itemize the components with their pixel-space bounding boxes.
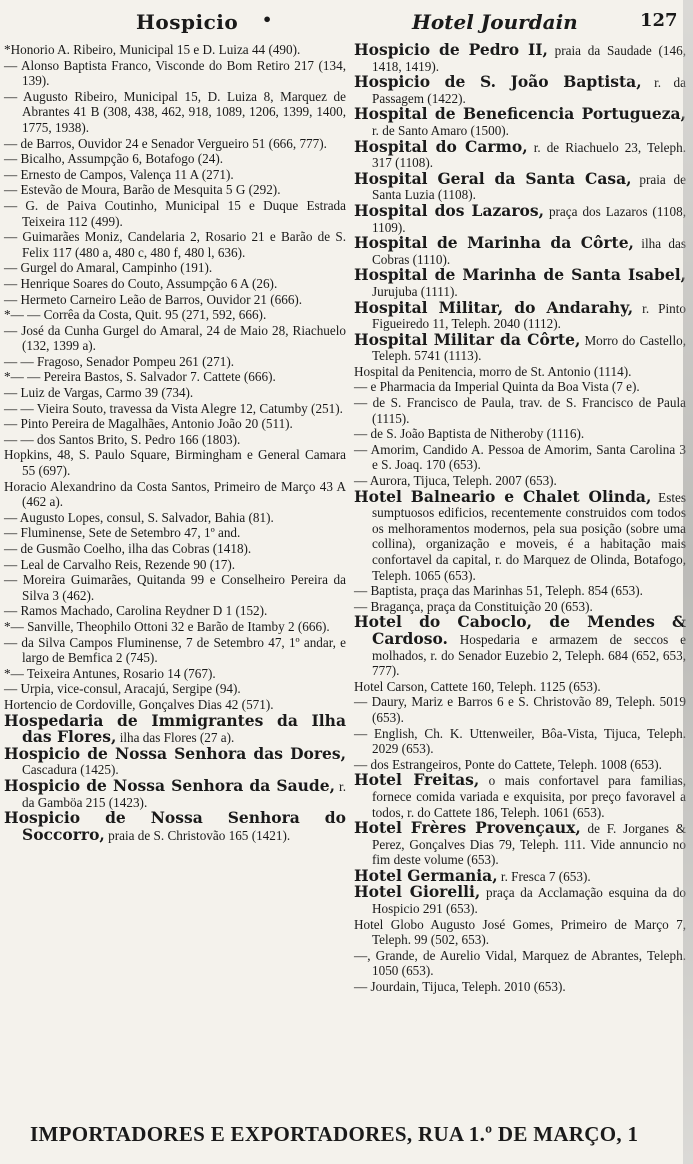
entry-name: Hospital Geral da Santa Casa, <box>354 168 632 188</box>
entry-detail: Hotel Carson, Cattete 160, Teleph. 1125 (653). <box>354 678 601 694</box>
directory-entry: Hortencio de Cordoville, Gonçalves Dias 42 (571). <box>4 696 274 712</box>
directory-entry <box>352 106 686 138</box>
entry-detail: — English, Ch. K. Uttenweiler, Bôa-Vista, Tijuca, Teleph. 2029 (653). <box>354 725 686 757</box>
entry-detail: ilha das Flores (27 a). <box>116 730 235 746</box>
directory-entry: — de Gusmão Coelho, ilha das Cobras (1418). <box>4 541 252 556</box>
directory-entry-bold <box>2 810 346 843</box>
directory-entry <box>352 726 686 757</box>
directory-entry: — Gurgel do Amaral, Campinho (191). <box>4 260 213 276</box>
entry-name: Hospicio de Nossa Senhora do Soccorro, <box>4 808 346 844</box>
entry-detail: praia da Saudade (146, 1418, 1419). <box>372 43 686 74</box>
entry-detail: — Aurora, Tijuca, Teleph. 2007 (653). <box>354 473 557 489</box>
header-mid: • <box>262 10 273 29</box>
entry-detail: praça da Acclamação esquina da do Hospicio 291 (653). <box>372 885 687 917</box>
directory-entry: Horacio Alexandrino da Costa Santos, Primeiro de Março 43 A (462 a). <box>4 478 346 510</box>
entry-detail: r. Fresca 7 (653). <box>497 868 591 884</box>
entry-detail: — Bragança, praça da Constituição 20 (653). <box>354 598 593 614</box>
entry-name: Hospedaria de Immigrantes da Ilha das Flores, <box>4 710 346 747</box>
entry-detail: Estes sumptuosos edificios, recentemente construidos com todos os melhoramentos modernos, pela sua posição (sobre uma collina), organização e moveis, é a habitação mais confortavel da capital, r. do Marquez de Olinda, Botafogo, Teleph. 1065 (653). <box>372 489 686 583</box>
directory-entry: *— Teixeira Antunes, Rosario 14 (767). <box>4 665 216 681</box>
entry-detail: Cascadura (1425). <box>22 762 119 778</box>
directory-entry <box>352 979 686 995</box>
directory-entry <box>352 42 686 74</box>
directory-entry <box>352 583 686 599</box>
directory-entry-bold <box>2 743 346 778</box>
directory-entry <box>352 694 686 725</box>
entry-detail: praça dos Lazaros (1108, 1109). <box>372 203 687 235</box>
directory-entry: *— Sanville, Theophilo Ottoni 32 e Barão de Itamby 2 (666). <box>4 618 330 634</box>
entry-detail: o mais confortavel para familias, fornece comida variada e exquisita, por preço favoravel a todos, r. do Cattete 186, Teleph. 1061 (653). <box>372 773 687 820</box>
directory-entry <box>352 235 686 267</box>
entry-name: Hotel Giorelli, <box>354 882 481 902</box>
entry-name: Hotel Germania, <box>354 865 498 885</box>
entry-detail: — Baptista, praça das Marinhas 51, Teleph. 854 (653). <box>354 583 643 599</box>
entry-detail: Jurujuba (1111). <box>372 283 458 299</box>
header-left: Hospicio <box>136 10 239 34</box>
directory-entry: — de Barros, Ouvidor 24 e Senador Vergueiro 51 (666, 777). <box>4 135 327 151</box>
entry-name: Hospicio de S. João Baptista, <box>354 72 642 92</box>
left-column <box>2 42 346 843</box>
entry-detail: Hospital da Penitencia, morro de St. Antonio (1114). <box>354 363 632 379</box>
directory-entry <box>352 820 686 868</box>
entry-name: Hospicio de Pedro II, <box>354 40 548 59</box>
directory-entry: *— — Corrêa da Costa, Quit. 95 (271, 592, 666). <box>4 307 267 323</box>
entry-detail: Hospedaria e armazem de seccos e molhados, r. do Senador Euzebio 2, Teleph. 684 (652, 653, 777). <box>372 631 686 679</box>
directory-entry: — — dos Santos Brito, S. Pedro 166 (1803). <box>4 431 241 447</box>
entry-name: Hotel Frères Provençaux, <box>354 818 581 838</box>
directory-entry: Hopkins, 48, S. Paulo Square, Birmingham e General Camara 55 (697). <box>4 447 346 479</box>
entry-detail: de F. Jorganes & Perez, Gonçalves Dias 79, Teleph. 111. Vide annuncio no fim deste volume (653). <box>372 821 686 868</box>
footer-advert: IMPORTADORES E EXPORTADORES, RUA 1.º DE MARÇO, 1 <box>30 1122 639 1146</box>
directory-entry: — Ernesto de Campos, Valença 11 A (271). <box>4 166 234 182</box>
page-number: 127 <box>640 10 678 31</box>
directory-entry: — G. de Paiva Coutinho, Municipal 15 e Duque Estrada Teixeira 112 (499). <box>4 197 346 229</box>
entry-name: Hotel Freitas, <box>354 770 480 790</box>
entry-detail: Hotel Globo Augusto José Gomes, Primeiro de Março 7, Teleph. 99 (502, 653). <box>354 916 686 948</box>
page-header <box>0 0 693 38</box>
entry-name: Hospicio de Nossa Senhora da Saude, <box>4 775 336 795</box>
directory-entry: — Ramos Machado, Carolina Reydner D 1 (152). <box>4 603 268 619</box>
directory-entry: — Bicalho, Assumpção 6, Botafogo (24). <box>4 151 224 167</box>
directory-entry <box>352 364 686 380</box>
directory-entry <box>352 884 686 916</box>
directory-entry <box>352 329 686 364</box>
directory-entry: — Augusto Lopes, consul, S. Salvador, Bahia (81). <box>4 509 274 525</box>
entry-name: Hospital do Carmo, <box>354 136 528 156</box>
directory-entry: — Fluminense, Sete de Setembro 47, 1º and. <box>4 525 241 541</box>
entry-detail: r. de Riachuelo 23, Teleph. 317 (1108). <box>372 139 686 171</box>
directory-entry <box>352 395 686 426</box>
entry-detail: Morro do Castello, Teleph. 5741 (1113). <box>372 332 686 364</box>
directory-entry: — Henrique Soares do Couto, Assumpção 6 A (26). <box>4 275 278 291</box>
directory-entry <box>352 442 686 473</box>
entry-name: Hotel Balneario e Chalet Olinda, <box>354 486 652 506</box>
entry-detail: —, Grande, de Aurelio Vidal, Marquez de Abrantes, Teleph. 1050 (653). <box>354 947 686 979</box>
directory-entry: — Luiz de Vargas, Carmo 39 (734). <box>4 385 194 401</box>
entry-name: Hospital Militar, do Andarahy, <box>354 297 634 317</box>
entry-name: Hospital de Marinha de Santa Isabel, <box>354 265 686 285</box>
entry-detail: r. Pinto Figueiredo 11, Teleph. 2040 (1112). <box>372 300 686 332</box>
entry-detail: — de S. João Baptista de Nitheroby (1116). <box>354 426 585 442</box>
directory-entry: *— — Pereira Bastos, S. Salvador 7. Cattete (666). <box>4 369 276 385</box>
margin-strip <box>683 0 693 1164</box>
entry-name: Hotel do Caboclo, de Mendes & Cardoso. <box>354 612 686 648</box>
directory-entry: — Moreira Guimarães, Quitanda 99 e Conselheiro Pereira da Silva 3 (462). <box>4 572 346 603</box>
directory-entry <box>352 136 686 171</box>
entry-name: Hospicio de Nossa Senhora das Dores, <box>4 743 346 763</box>
directory-entry <box>352 426 686 442</box>
directory-entry <box>352 74 686 106</box>
directory-entry: — José da Cunha Gurgel do Amaral, 24 de Maio 28, Riachuelo (132, 1399 a). <box>4 322 346 354</box>
right-column <box>352 42 686 995</box>
directory-entry: — Leal de Carvalho Reis, Rezende 90 (17). <box>4 556 236 572</box>
entry-detail: — Daury, Mariz e Barros 6 e S. Christovão 89, Teleph. 5019 (653). <box>354 694 686 725</box>
entry-detail: praia de Santa Luzia (1108). <box>372 171 686 203</box>
directory-entry: — Urpia, vice-consul, Aracajú, Sergipe (94). <box>4 681 241 697</box>
header-right: Hotel Jourdain <box>412 10 578 34</box>
directory-entry <box>352 948 686 979</box>
directory-entry: — — Vieira Souto, travessa da Vista Alegre 12, Catumby (251). <box>4 400 343 416</box>
entry-detail: — Jourdain, Tijuca, Teleph. 2010 (653). <box>354 979 566 995</box>
directory-entry: — Augusto Ribeiro, Municipal 15, D. Luiza 8, Marquez de Abrantes 41 B (308, 438, 462, 918, 1089, 1206, 1399, 1400, 1775, 1938). <box>4 88 346 135</box>
entry-detail: — Amorim, Candido A. Pessoa de Amorim, Santa Carolina 3 e S. Joaq. 170 (653). <box>354 441 686 473</box>
entry-name: Hospital dos Lazaros, <box>354 200 544 220</box>
directory-entry <box>352 679 686 695</box>
directory-entry-bold <box>2 710 346 747</box>
entry-detail: — de S. Francisco de Paula, trav. de S. Francisco de Paula (1115). <box>354 395 686 426</box>
entry-name: Hospital Militar da Côrte, <box>354 329 581 349</box>
entry-detail: r. da Gamböa 215 (1423). <box>22 778 346 810</box>
entry-name: Hospital de Marinha da Côrte, <box>354 233 634 253</box>
entry-name: Hospital de Beneficencia Portugueza, <box>354 104 686 124</box>
directory-entry <box>352 297 686 332</box>
entry-detail: — dos Estrangeiros, Ponte do Cattete, Teleph. 1008 (653). <box>354 756 662 772</box>
directory-entry <box>352 200 687 235</box>
directory-entry: — Guimarães Moniz, Candelaria 2, Rosario 21 e Barão de S. Felix 117 (480 a, 480 c, 480 f, 480 l, 636). <box>4 229 346 260</box>
directory-entry: — Pinto Pereira de Magalhães, Antonio João 20 (511). <box>4 416 293 432</box>
directory-entry <box>352 614 686 678</box>
directory-entry: — da Silva Campos Fluminense, 7 de Setembro 47, 1º andar, e largo de Bemfica 2 (745). <box>4 634 346 666</box>
directory-entry <box>352 772 686 820</box>
directory-entry <box>352 267 686 299</box>
entry-detail: — e Pharmacia da Imperial Quinta da Boa Vista (7 e). <box>354 379 640 395</box>
entry-detail: r. de Santo Amaro (1500). <box>372 122 509 138</box>
directory-entry: — Hermeto Carneiro Leão de Barros, Ouvidor 21 (666). <box>4 291 303 307</box>
directory-entry <box>352 486 686 584</box>
entry-detail: ilha das Cobras (1110). <box>372 236 686 267</box>
entry-detail: praia de S. Christovão 165 (1421). <box>104 827 291 843</box>
directory-entry: — Estevão de Moura, Barão de Mesquita 5 G (292). <box>4 182 281 198</box>
directory-entry <box>352 917 686 948</box>
directory-entry: — — Fragoso, Senador Pompeu 261 (271). <box>4 353 235 369</box>
directory-entry <box>352 168 686 203</box>
directory-entry-bold <box>2 775 346 810</box>
entry-detail: r. da Passagem (1422). <box>372 75 686 106</box>
directory-entry: — Alonso Baptista Franco, Visconde do Bom Retiro 217 (134, 139). <box>4 57 346 89</box>
directory-entry <box>352 379 686 395</box>
directory-entry: *Honorio A. Ribeiro, Municipal 15 e D. Luiza 44 (490). <box>4 42 301 57</box>
